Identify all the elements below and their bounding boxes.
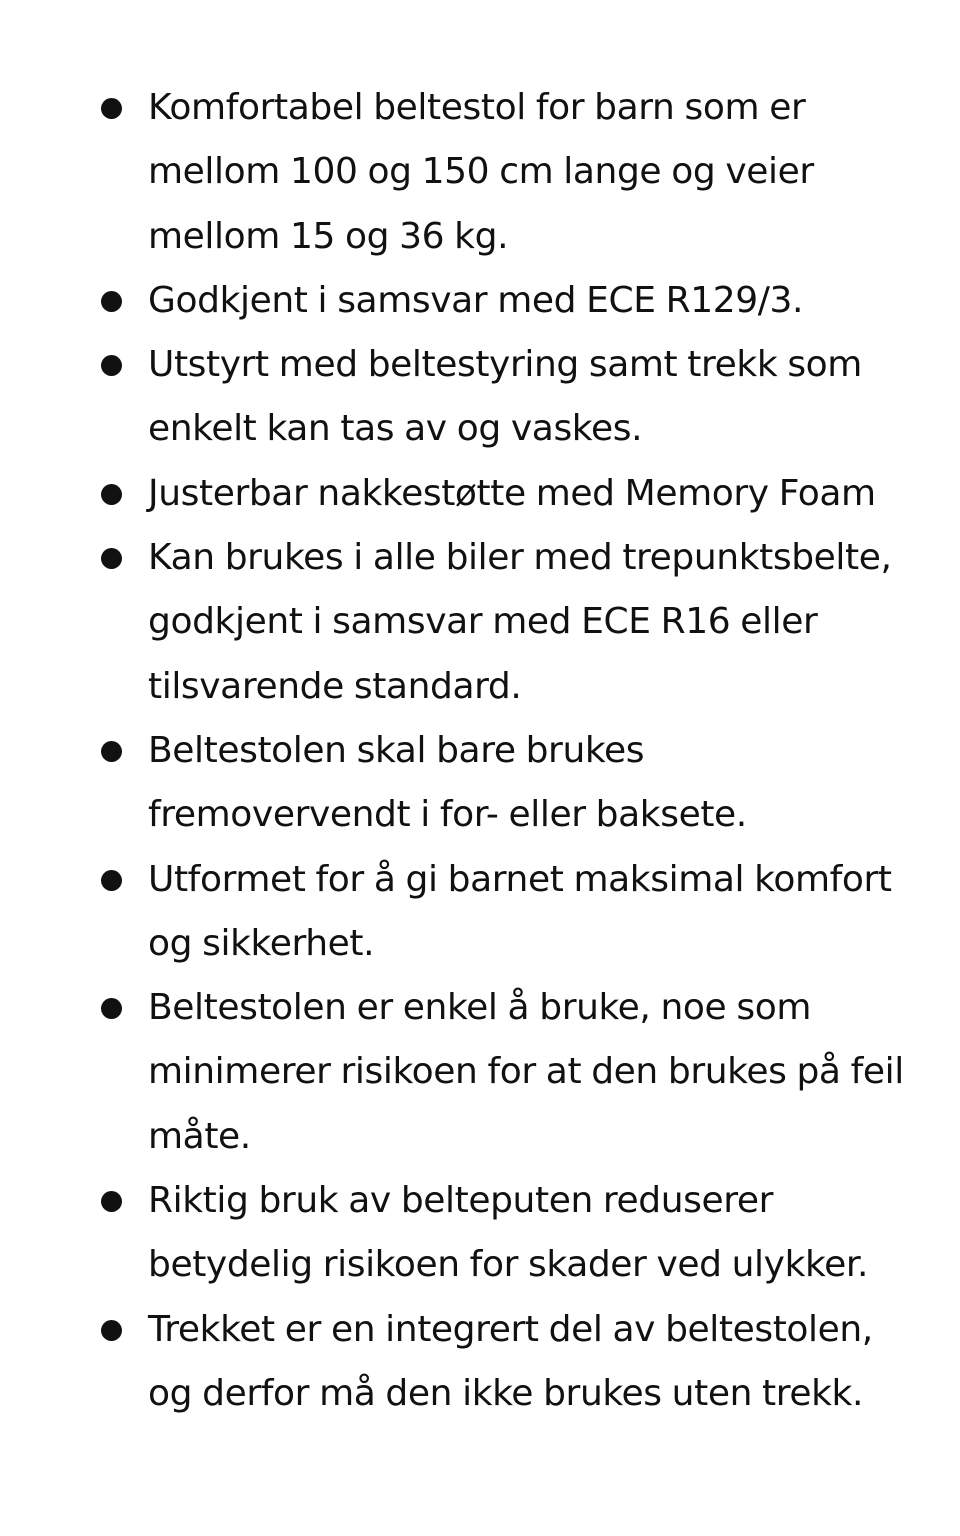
list-item-text: Justerbar nakkestøtte med Memory Foam xyxy=(148,472,876,514)
bullet-icon xyxy=(101,998,122,1019)
bullet-icon xyxy=(101,1320,122,1341)
list-item xyxy=(0,462,960,526)
list-item-text: Kan brukes i alle biler med trepunktsbelte, godkjent i samsvar med ECE R16 eller tilsvarende standard. xyxy=(148,537,892,707)
list-item-text: Beltestolen skal bare brukes fremovervendt i for- eller baksete. xyxy=(148,729,747,836)
list-item xyxy=(0,1298,960,1427)
list-item xyxy=(0,976,960,1169)
list-item xyxy=(0,333,960,462)
list-item xyxy=(0,719,960,848)
list-item-text: Trekket er en integrert del av beltestolen, og derfor må den ikke brukes uten trekk. xyxy=(148,1308,873,1414)
bullet-icon xyxy=(101,484,122,505)
bullet-icon xyxy=(101,548,122,569)
bullet-icon xyxy=(101,291,122,312)
list-item-text: Godkjent i samsvar med ECE R129/3. xyxy=(148,279,804,321)
list-item-text: Komfortabel beltestol for barn som er mellom 100 og 150 cm lange og veier mellom 15 og 36 kg. xyxy=(148,87,814,257)
list-item-text: Beltestolen er enkel å bruke, noe som minimerer risikoen for at den brukes på feil måte. xyxy=(148,987,904,1157)
list-item xyxy=(0,269,960,333)
list-item xyxy=(0,1169,960,1298)
list-item xyxy=(0,76,960,269)
list-item xyxy=(0,526,960,719)
bullet-icon xyxy=(101,741,122,762)
list-item-text: Utstyrt med beltestyring samt trekk som enkelt kan tas av og vaskes. xyxy=(148,344,862,450)
bullet-icon xyxy=(101,98,122,119)
bullet-icon xyxy=(101,1191,122,1212)
feature-list xyxy=(0,76,960,1426)
bullet-icon xyxy=(101,870,122,891)
list-item xyxy=(0,848,960,977)
list-item-text: Utformet for å gi barnet maksimal komfort og sikkerhet. xyxy=(148,858,892,964)
list-item-text: Riktig bruk av belteputen reduserer betydelig risikoen for skader ved ulykker. xyxy=(148,1180,869,1286)
bullet-icon xyxy=(101,355,122,376)
